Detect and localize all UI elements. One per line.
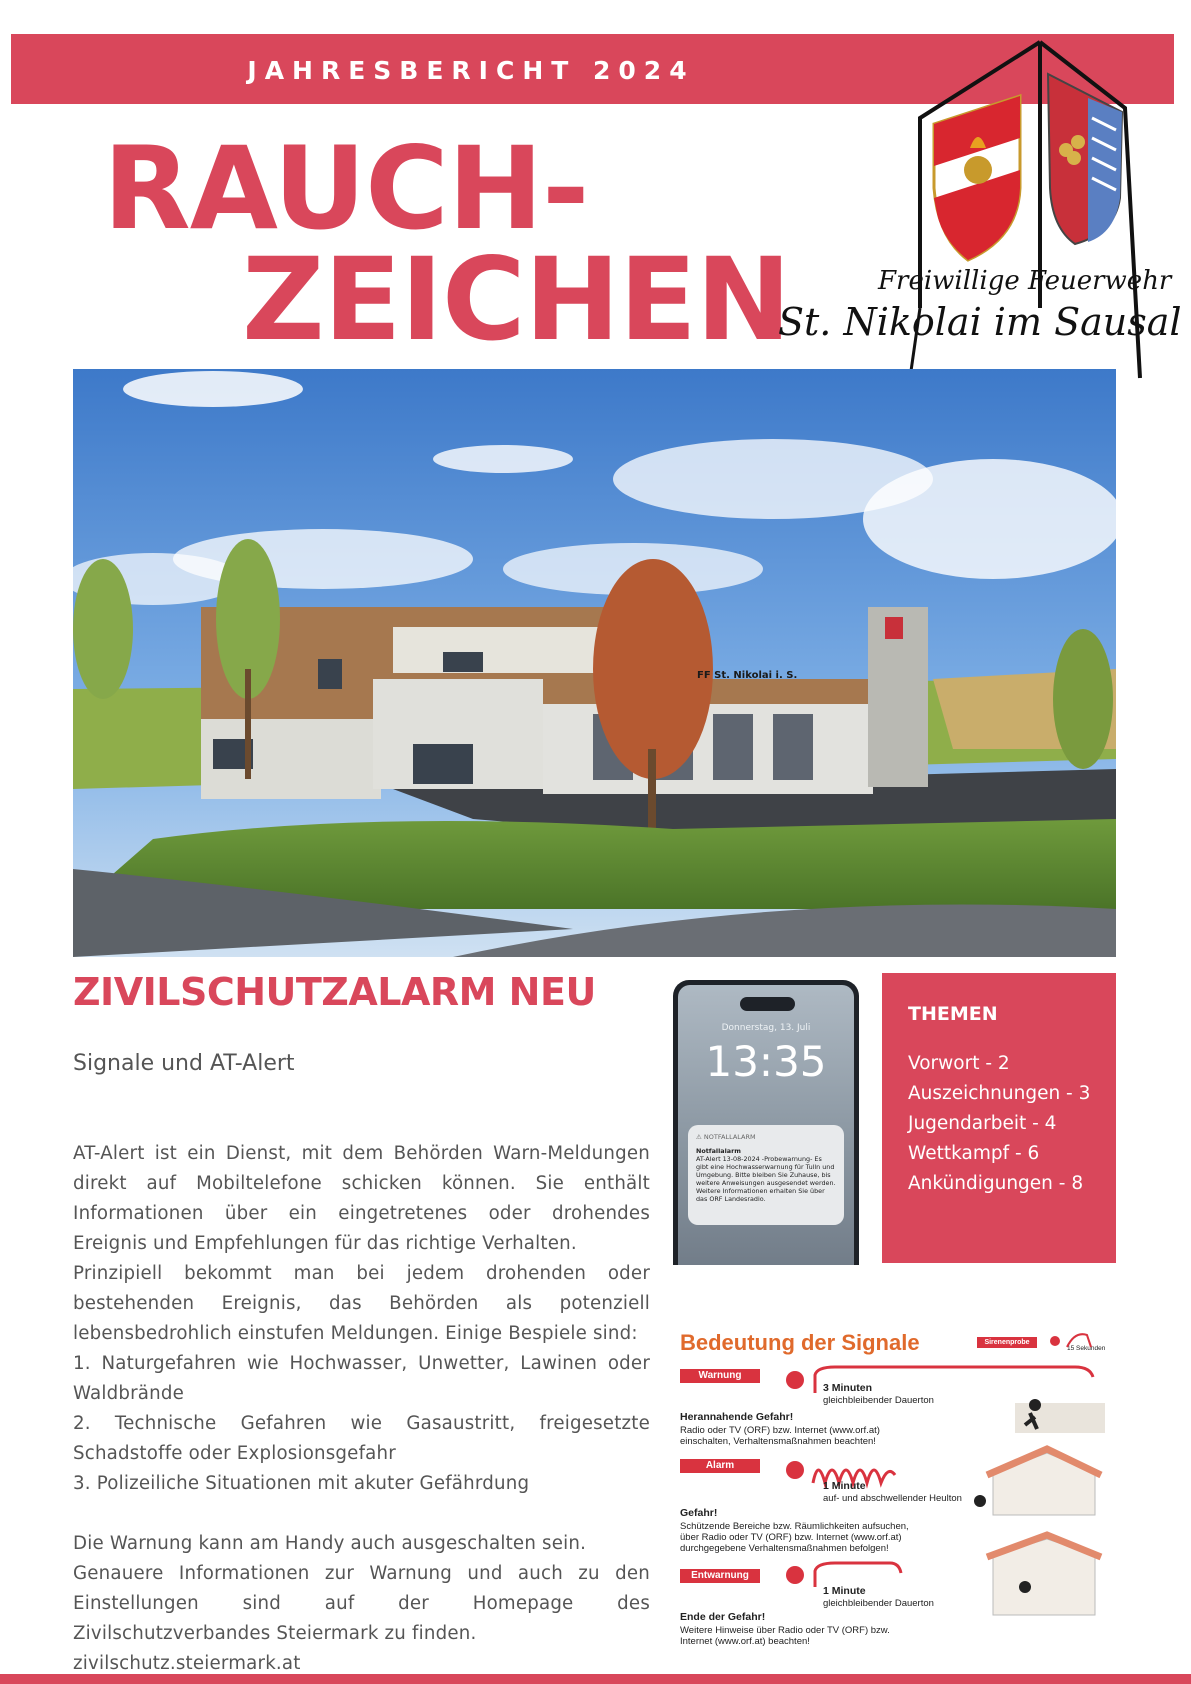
phone-notch (740, 997, 795, 1011)
notification-body: AT-Alert 13-08-2024 -Probewarnung- Es gibt eine Hochwasserwarnung für Tulln und Umgebung. Bitte bleiben Sie Zuhause, bis weitere Anweisungen ausgesendet werden. Weitere Informationen erhalten Sie über das ORF Landesradio. (696, 1155, 836, 1203)
signals-title: Bedeutung der Signale (680, 1330, 920, 1355)
footer-bar (0, 1674, 1191, 1684)
topics-item: Wettkampf - 6 (908, 1143, 1040, 1164)
article-link[interactable]: zivilschutz.steiermark.at (73, 1653, 301, 1674)
probe-duration: 15 Sekunden (1067, 1345, 1106, 1352)
alarm-heading: Gefahr! (680, 1507, 718, 1519)
topics-item: Vorwort - 2 (908, 1053, 1010, 1074)
warnung-badge: Warnung (680, 1369, 760, 1383)
article-paragraph: Genauere Informationen zur Warnung und auch zu den Einstellungen sind auf der Homepage des Zivilschutzverbandes Steiermark zu finden. (73, 1563, 650, 1644)
phone-time: 13:35 (705, 1037, 827, 1086)
alarm-duration: 1 Minute (823, 1480, 866, 1492)
warning-icon: ⚠ (696, 1133, 702, 1141)
entwarnung-duration: 1 Minute (823, 1585, 866, 1597)
notification-title: Notfallalarm (696, 1147, 741, 1155)
report-year-label: JAHRESBERICHT 2024 (247, 56, 695, 85)
article-paragraph: Die Warnung kann am Handy auch ausgeschalten sein. (73, 1533, 587, 1554)
phone-screen (678, 985, 854, 1265)
entwarnung-text: Weitere Hinweise über Radio oder TV (ORF) bzw. Internet (www.orf.at) beachten! (680, 1625, 890, 1647)
notification-header: NOTFALLALARM (703, 1133, 756, 1141)
topics-list (908, 1049, 1090, 1199)
alarm-text: Schützende Bereiche bzw. Räumlichkeiten aufsuchen, über Radio oder TV (ORF) bzw. Internet (www.orf.at) durchgegebene Verhaltensmaßnahmen befolgen! (680, 1521, 909, 1554)
article-heading: ZIVILSCHUTZALARM NEU (73, 970, 596, 1014)
entwarnung-heading: Ende der Gefahr! (680, 1611, 766, 1623)
article-list-item: 1. Naturgefahren wie Hochwasser, Unwetter, Lawinen oder Waldbrände (73, 1353, 650, 1404)
logo-text-line-1: Freiwillige Feuerwehr (878, 266, 1172, 296)
warnung-duration: 3 Minuten (823, 1382, 872, 1394)
topics-title: THEMEN (908, 1003, 998, 1025)
article-list-item: 3. Polizeiliche Situationen mit akuter Gefährdung (73, 1473, 530, 1494)
topics-item: Ankündigungen - 8 (908, 1173, 1084, 1194)
topics-item: Auszeichnungen - 3 (908, 1083, 1091, 1104)
warnung-heading: Herannahende Gefahr! (680, 1411, 794, 1423)
entwarnung-tone: gleichbleibender Dauerton (823, 1598, 934, 1609)
fire-station-photo (73, 369, 1116, 957)
phone-date: Donnerstag, 13. Juli (721, 1023, 811, 1033)
article-paragraph: Prinzipiell bekommt man bei jedem drohenden oder bestehenden Ereignis, das Behörden als potenziell lebensbedrohlich einstufen Meldungen. Einige Bespiele sind: (73, 1263, 650, 1344)
article-subtitle: Signale und AT-Alert (73, 1051, 295, 1076)
topics-item: Jugendarbeit - 4 (908, 1113, 1057, 1134)
alert-notification (688, 1125, 844, 1225)
article-list-item: 2. Technische Gefahren wie Gasaustritt, freigesetzte Schadstoffe oder Explosionsgefahr (73, 1413, 650, 1464)
phone-mockup (673, 980, 859, 1265)
title-line-2: ZEICHEN (242, 233, 791, 366)
station-sign: FF St. Nikolai i. S. (697, 670, 798, 681)
alarm-tone: auf- und abschwellender Heulton (823, 1493, 962, 1504)
signals-infographic (675, 1325, 1113, 1647)
warnung-text: Radio oder TV (ORF) bzw. Internet (www.orf.at) einschalten, Verhaltensmaßnahmen beachten! (680, 1425, 880, 1447)
topics-box (882, 973, 1116, 1263)
article-paragraph: AT-Alert ist ein Dienst, mit dem Behörden Warn-Meldungen direkt auf Mobiltelefone schicken können. Sie enthält Informationen über ein eingetretenes oder drohendes Ereignis und Empfehlungen für das richtige Verhalten. (73, 1143, 650, 1254)
logo-text-line-2: St. Nikolai im Sausal (778, 300, 1182, 344)
warnung-tone: gleichbleibender Dauerton (823, 1395, 934, 1406)
fire-brigade-logo (770, 38, 1182, 383)
article-body (73, 1139, 650, 1679)
title-line-1: RAUCH- (103, 122, 589, 255)
alarm-badge: Alarm (680, 1459, 760, 1473)
entwarnung-badge: Entwarnung (680, 1569, 760, 1583)
probe-badge: Sirenenprobe (977, 1337, 1037, 1348)
